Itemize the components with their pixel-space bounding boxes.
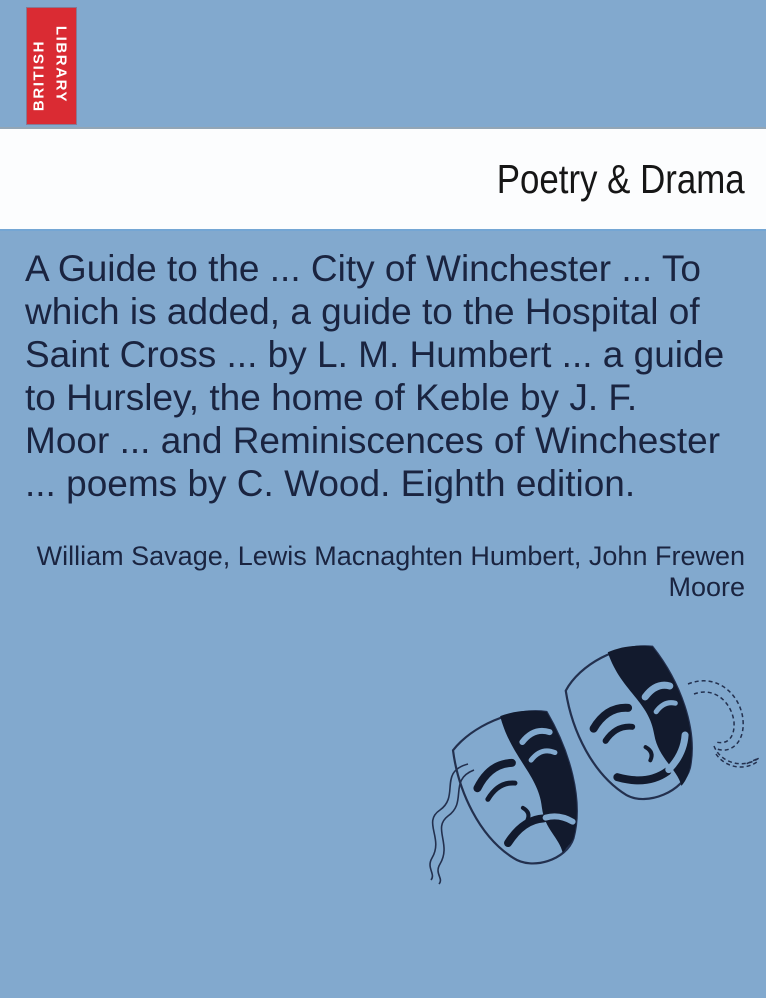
category-label: Poetry & Drama [497,155,745,202]
left-ribbon [430,764,474,884]
authors-line: Moore [668,572,745,602]
category-band [0,127,766,231]
title-line: ... poems by C. Wood. Eighth edition. [25,463,636,504]
authors-line: William Savage, Lewis Macnaghten Humbert, John Frewen [36,541,745,571]
book-title [25,247,755,505]
comedy-tragedy-masks-illustration [404,614,760,900]
comedy-mask [552,632,714,816]
logo-word-library: LIBRARY [52,25,70,104]
logo-word-british: BRITISH [30,39,48,112]
title-line: Moor ... and Reminiscences of Winchester [25,420,721,461]
title-line: to Hursley, the home of Keble by J. F. [25,377,638,418]
title-line: A Guide to the ... City of Winchester ... To [25,248,701,289]
british-library-logo [27,8,76,124]
book-authors [25,541,745,603]
title-line: which is added, a guide to the Hospital of [25,291,700,332]
right-ribbon [688,681,759,767]
title-line: Saint Cross ... by L. M. Humbert ... a guide [25,334,725,375]
